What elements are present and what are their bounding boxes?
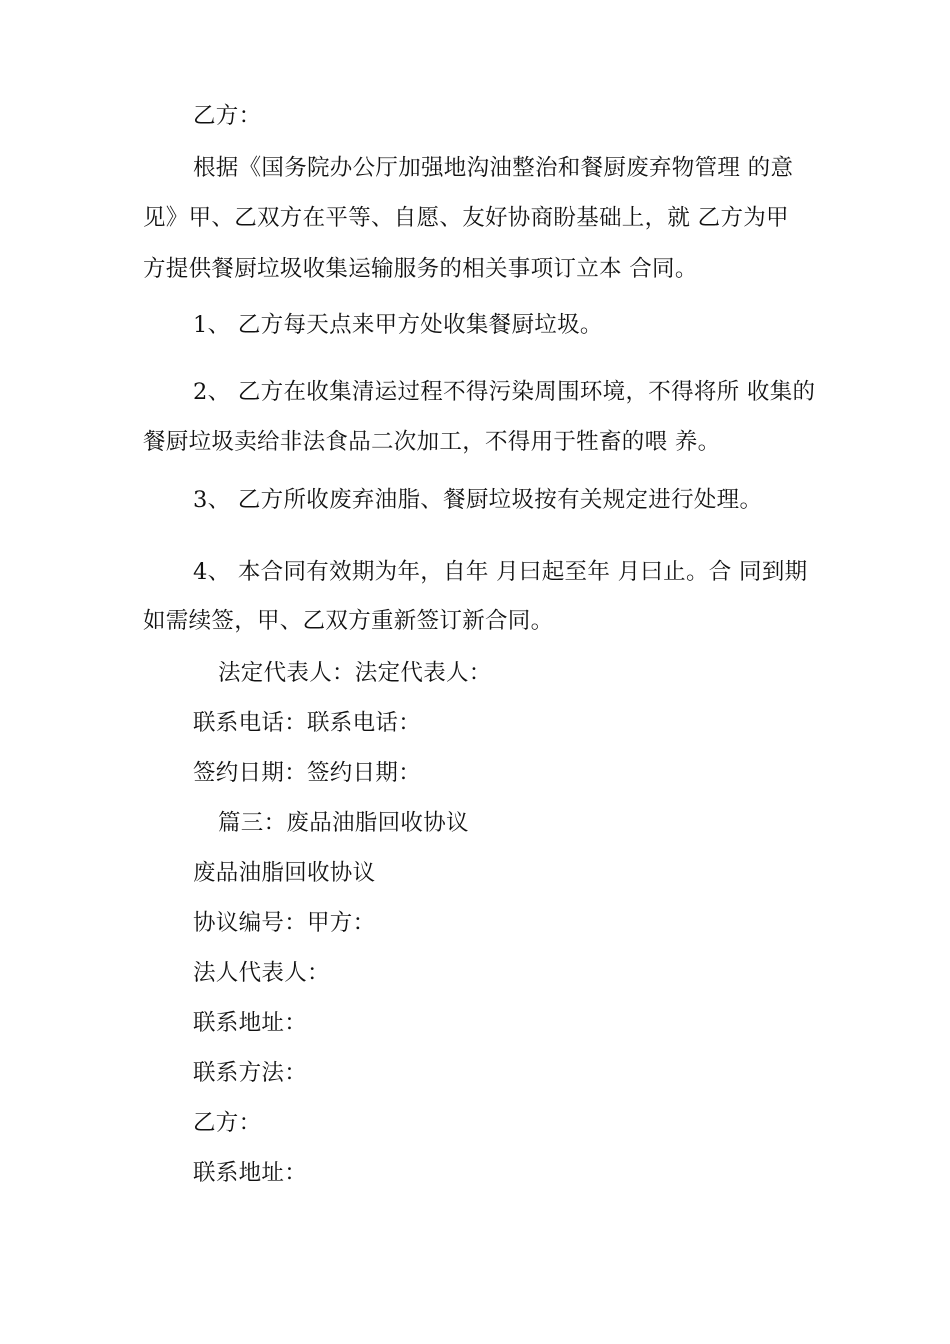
clause-4-line-2: 如需续签，甲、乙双方重新签订新合同。 [143, 608, 554, 634]
clause-3: 3、 乙方所收废弃油脂、餐厨垃圾按有关规定进行处理。 [193, 487, 763, 513]
preamble-line-3: 方提供餐厨垃圾收集运输服务的相关事项订立本 合同。 [143, 256, 698, 282]
section-three-heading: 篇三：废品油脂回收协议 [218, 810, 469, 836]
clause-2-line-2: 餐厨垃圾卖给非法食品二次加工，不得用于牲畜的喂 养。 [143, 429, 721, 455]
clause-4-line-1: 4、 本合同有效期为年，自年 月曰起至年 月曰止。合 同到期 [193, 559, 808, 585]
preamble-line-2: 见》甲、乙双方在平等、自愿、友好协商盼基础上，就 乙方为甲 [143, 205, 789, 231]
legal-representative-line: 法定代表人：法定代表人： [218, 660, 492, 686]
signing-date-line: 签约日期：签约日期： [193, 760, 422, 786]
legal-person-line: 法人代表人： [193, 960, 330, 986]
agreement-number-line: 协议编号：甲方： [193, 910, 376, 936]
party-b-label: 乙方： [193, 103, 262, 129]
clause-1: 1、 乙方每天点来甲方处收集餐厨垃圾。 [193, 312, 603, 338]
party-b-label-2: 乙方： [193, 1110, 262, 1136]
contact-address-line-b: 联系地址： [193, 1160, 308, 1186]
clause-2-line-1: 2、 乙方在收集清运过程不得污染周围环境，不得将所 收集的 [193, 379, 816, 405]
contact-method-line: 联系方法： [193, 1060, 308, 1086]
contact-phone-line: 联系电话：联系电话： [193, 710, 422, 736]
agreement-title: 废品油脂回收协议 [193, 860, 376, 886]
preamble-line-1: 根据《国务院办公厅加强地沟油整治和餐厨废弃物管理 的意 [193, 155, 794, 181]
contact-address-line-a: 联系地址： [193, 1010, 308, 1036]
